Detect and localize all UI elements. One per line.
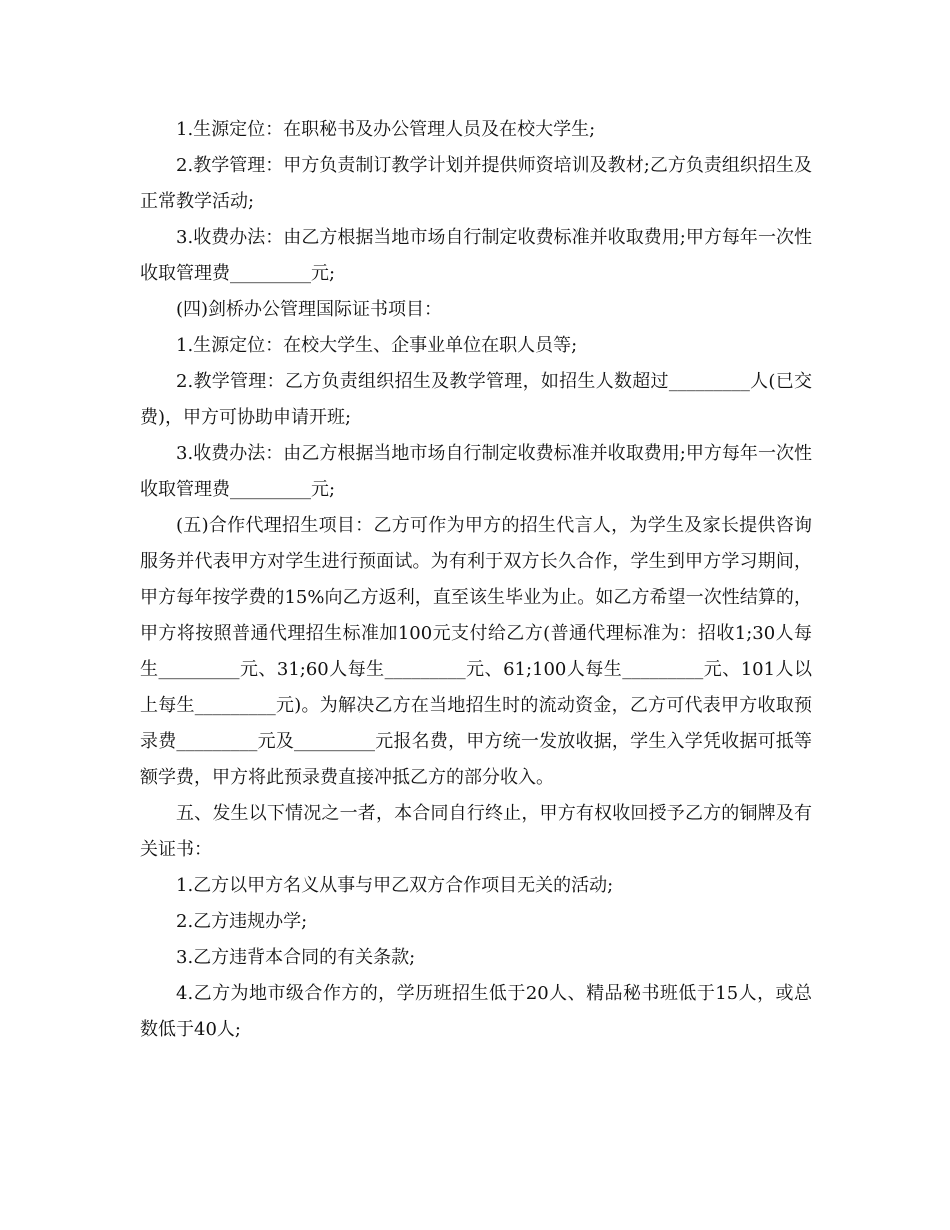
paragraph-fee-method-1: 3.收费办法：由乙方根据当地市场自行制定收费标准并收取费用;甲方每年一次性收取管理费_________元; <box>140 227 812 284</box>
paragraph-termination-item-3: 3.乙方违背本合同的有关条款; <box>176 947 416 968</box>
paragraph-termination-item-2: 2.乙方违规办学; <box>176 911 308 932</box>
paragraph-source-positioning-2: 1.生源定位：在校大学生、企事业单位在职人员等; <box>176 335 578 356</box>
paragraph-termination-heading: 五、发生以下情况之一者，本合同自行终止，甲方有权收回授予乙方的铜牌及有关证书： <box>140 803 812 860</box>
paragraph-teaching-management-2: 2.教学管理：乙方负责组织招生及教学管理，如招生人数超过_________人(已交费)，甲方可协助申请开班; <box>140 371 812 428</box>
paragraph-source-positioning-1: 1.生源定位：在职秘书及办公管理人员及在校大学生; <box>176 119 596 140</box>
paragraph-agency-enrollment: (五)合作代理招生项目：乙方可作为甲方的招生代言人，为学生及家长提供咨询服务并代表甲方对学生进行预面试。为有利于双方长久合作，学生到甲方学习期间，甲方每年按学费的15%向乙方返利，直至该生毕业为止。如乙方希望一次性结算的，甲方将按照普通代理招生标准加100元支付给乙方(普通代理标准为：招收1;30人每生_________元、31;60人每生_________元、61;100人每生_________元、101人以上每生_________元)。为解决乙方在当地招生时的流动资金，乙方可代表甲方收取预录费_________元及_________元报名费，甲方统一发放收据，学生入学凭收据可抵等额学费，甲方将此预录费直接冲抵乙方的部分收入。 <box>140 515 812 788</box>
paragraph-cambridge-heading: (四)剑桥办公管理国际证书项目： <box>176 299 443 320</box>
paragraph-teaching-management-1: 2.教学管理：甲方负责制订教学计划并提供师资培训及教材;乙方负责组织招生及正常教学活动; <box>140 155 812 212</box>
paragraph-termination-item-1: 1.乙方以甲方名义从事与甲乙双方合作项目无关的活动; <box>176 875 614 896</box>
paragraph-termination-item-4: 4.乙方为地市级合作方的，学历班招生低于20人、精品秘书班低于15人，或总数低于40人; <box>140 983 812 1040</box>
paragraph-fee-method-2: 3.收费办法：由乙方根据当地市场自行制定收费标准并收取费用;甲方每年一次性收取管理费_________元; <box>140 443 812 500</box>
document-body <box>140 112 812 1048</box>
